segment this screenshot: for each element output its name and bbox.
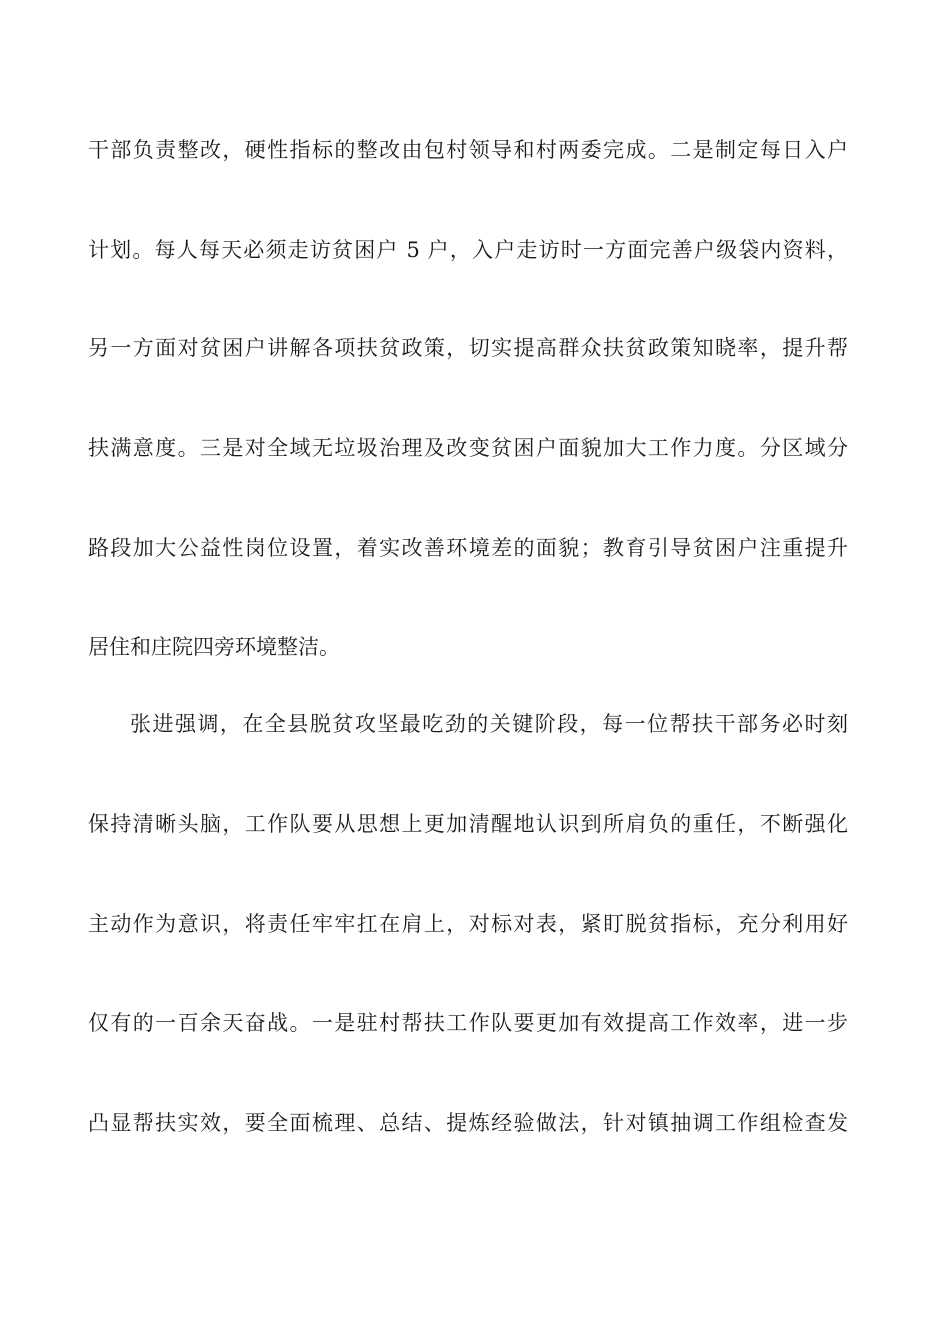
body-text-line: 干部负责整改，硬性指标的整改由包村领导和村两委完成。二是制定每日入户 xyxy=(88,138,848,162)
body-text-line: 扶满意度。三是对全域无垃圾治理及改变贫困户面貌加大工作力度。分区域分 xyxy=(88,436,848,460)
body-text-line: 凸显帮扶实效，要全面梳理、总结、提炼经验做法，针对镇抽调工作组检查发 xyxy=(88,1111,848,1135)
body-text-line: 保持清晰头脑，工作队要从思想上更加清醒地认识到所肩负的重任，不断强化 xyxy=(88,812,848,836)
body-text-line: 另一方面对贫困户讲解各项扶贫政策，切实提高群众扶贫政策知晓率，提升帮 xyxy=(88,336,848,360)
paragraph-first-line: 张进强调，在全县脱贫攻坚最吃劲的关键阶段，每一位帮扶干部务必时刻 xyxy=(130,712,848,736)
body-text-line: 计划。每人每天必须走访贫困户 5 户，入户走访时一方面完善户级袋内资料， xyxy=(88,238,848,262)
body-text-line: 主动作为意识，将责任牢牢扛在肩上，对标对表，紧盯脱贫指标，充分利用好 xyxy=(88,912,848,936)
body-text-line: 路段加大公益性岗位设置，着实改善环境差的面貌；教育引导贫困户注重提升 xyxy=(88,536,848,560)
body-text-line: 居住和庄院四旁环境整洁。 xyxy=(88,635,340,659)
body-text-line: 仅有的一百余天奋战。一是驻村帮扶工作队要更加有效提高工作效率，进一步 xyxy=(88,1011,848,1035)
